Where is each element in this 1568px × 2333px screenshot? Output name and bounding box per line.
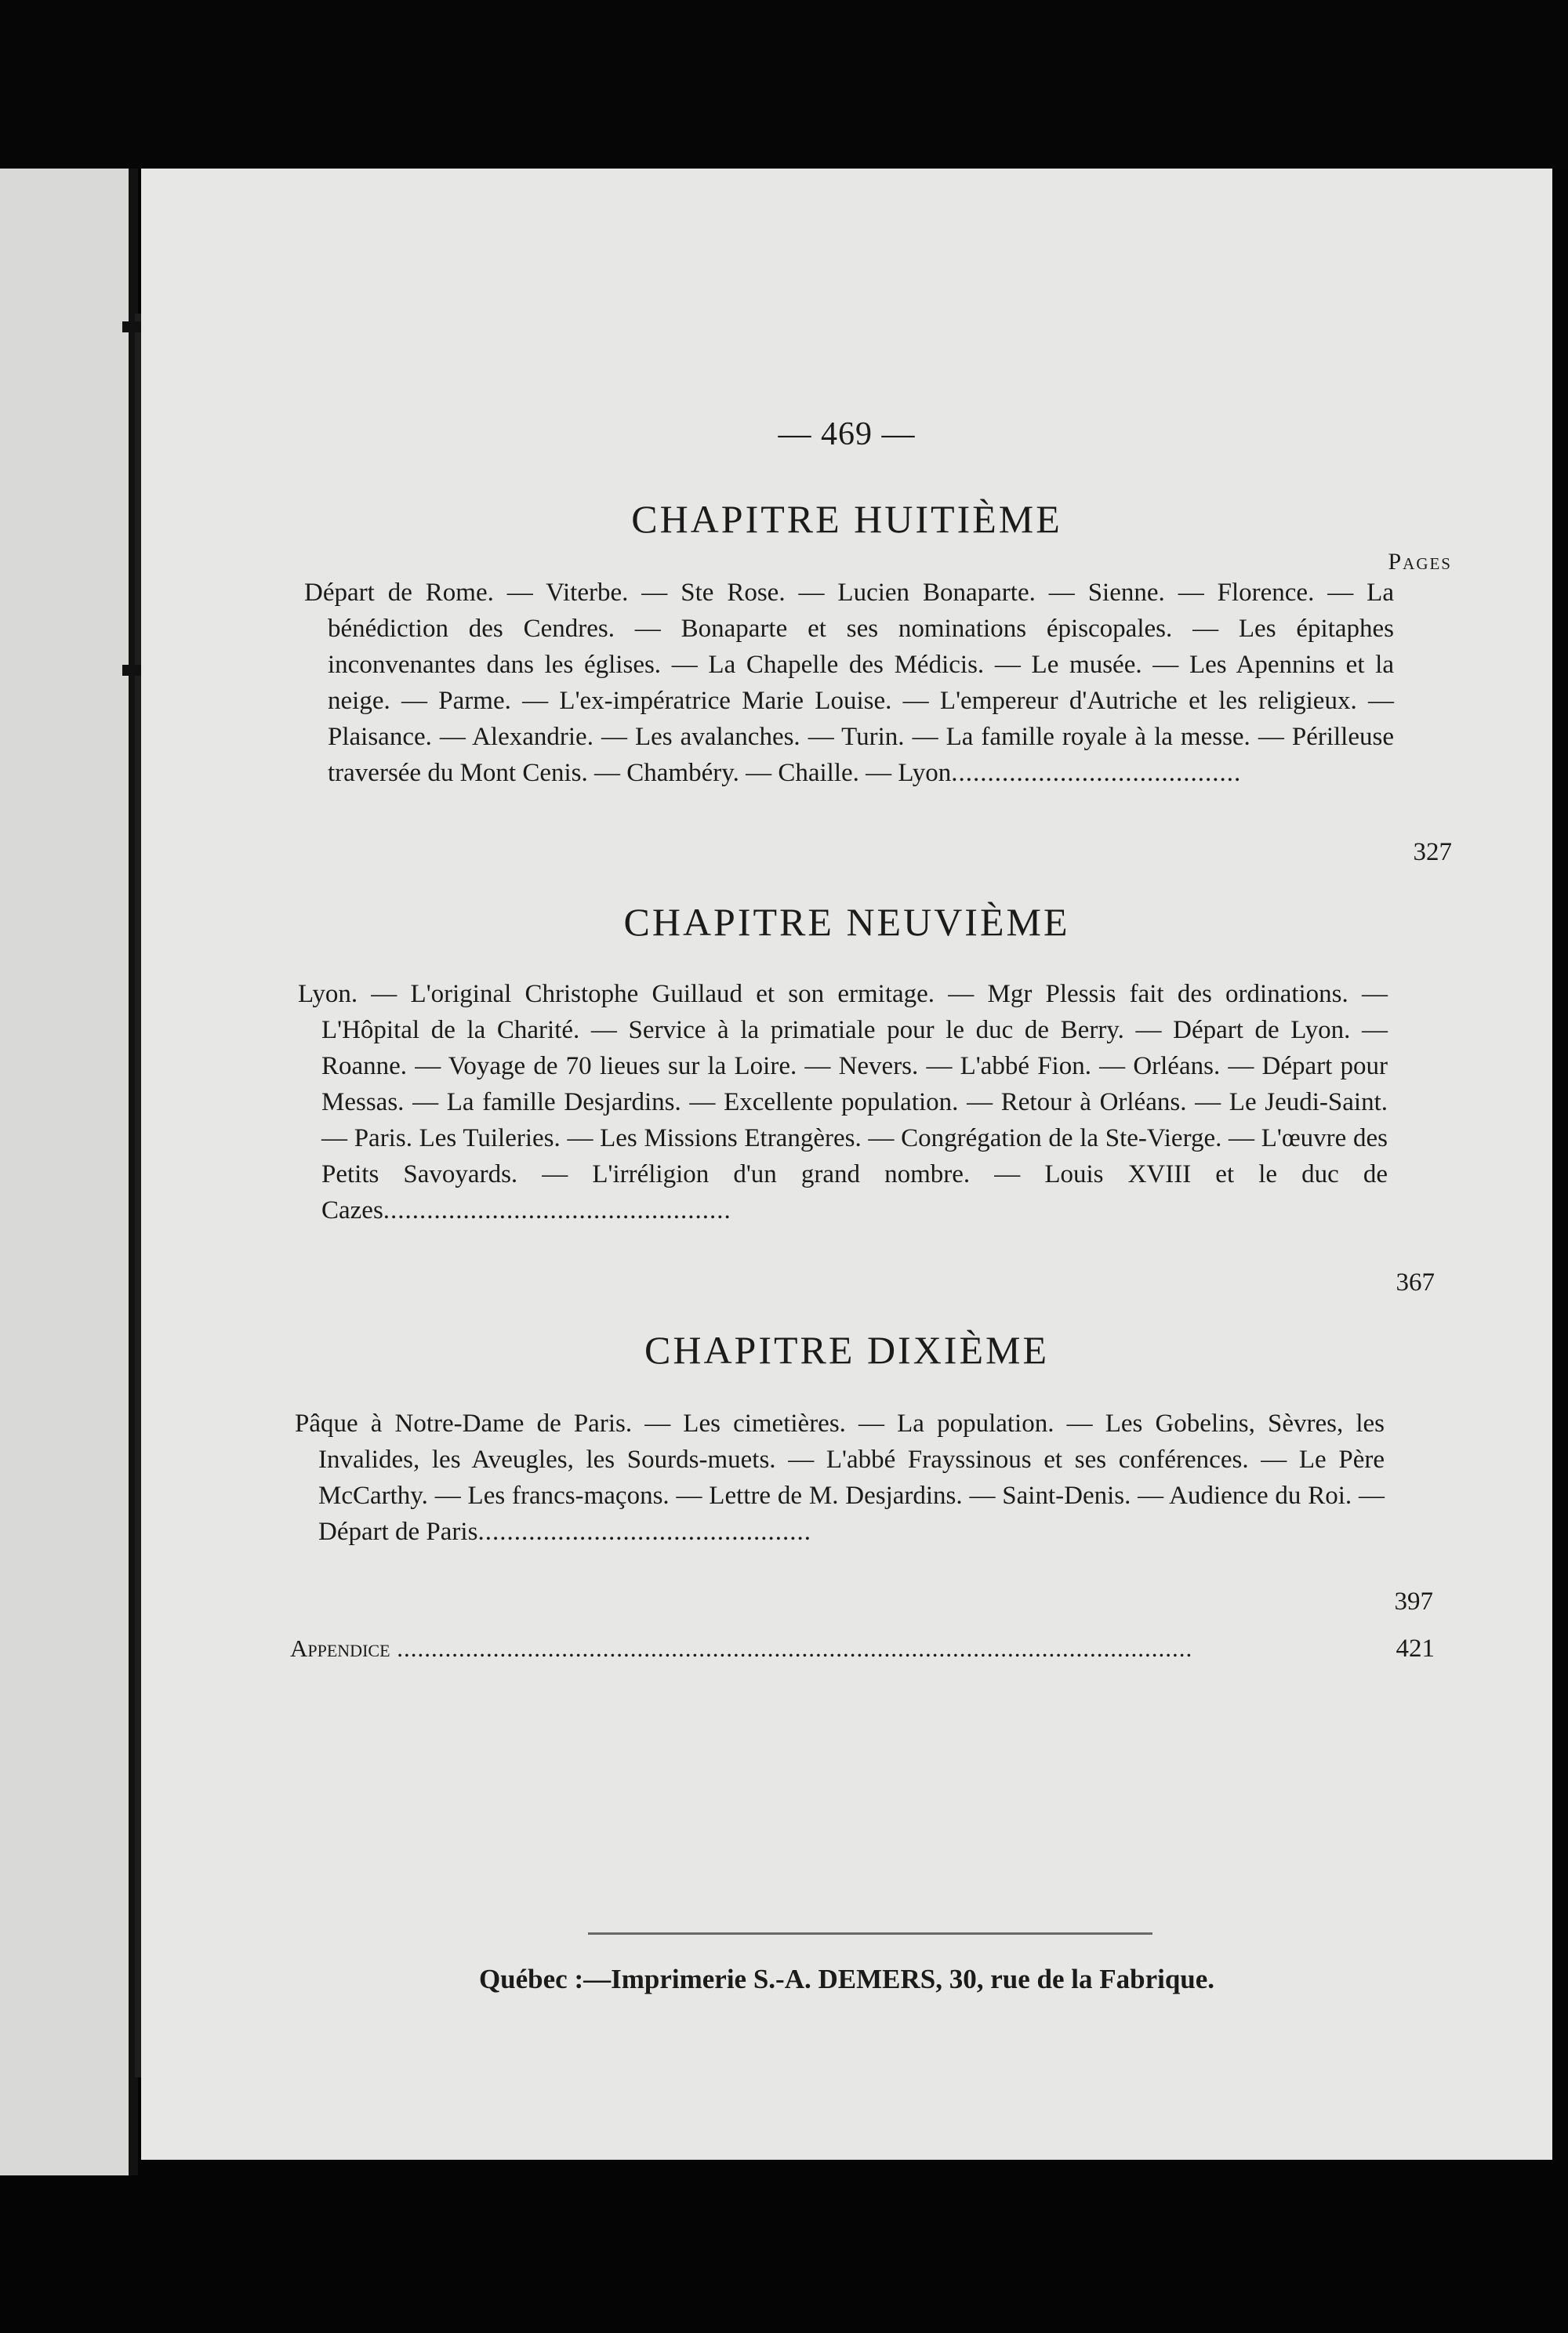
- book-page: [141, 169, 1552, 2160]
- chapter-page-ref: 367: [1392, 1268, 1436, 1297]
- chapter-title: CHAPITRE HUITIÈME: [631, 497, 1062, 541]
- page-number: — 469 —: [778, 416, 916, 452]
- scan-border-top: [0, 0, 1568, 169]
- pages-column-label: Pages: [1388, 549, 1452, 575]
- appendix-label: Appendice: [290, 1635, 390, 1662]
- chapter-summary-text: Lyon. — L'original Christophe Guillaud et son ermitage. — Mgr Plessis fait des ordinations. — L'Hôpital de la Charité. — Service à la primatiale pour le duc de Berry. — Départ de Lyon. — Roanne. — Voyage de 70 lieues sur la Loire. — Nevers. — L'abbé Fion. — Orléans. — Départ pour Messas. — La famille Desjardins. — Excellente population. — Retour à Orléans. — Le Jeudi-Saint. — Paris. Les Tuileries. — Les Missions Etrangères. — Congrégation de la Ste-Vierge. — L'œuvre des Petits Savoyards. — L'irréligion d'un grand nombre. — Louis XVIII et le duc de Cazes: [298, 980, 1388, 1225]
- appendix-page-ref: 421: [1392, 1635, 1436, 1664]
- chapter-summary-text: Pâque à Notre-Dame de Paris. — Les cimetières. — La population. — Les Gobelins, Sèvres, les Invalides, les Aveugles, les Sourds-muets. — L'abbé Frayssinous et ses conférences. — Le Père McCarthy. — Les francs-maçons. — Lettre de M. Desjardins. — Saint-Denis. — Audience du Roi. — Départ de Paris: [295, 1410, 1385, 1546]
- binding-rule: [135, 314, 141, 2077]
- chapter-summary: Lyon. — L'original Christophe Guillaud et son ermitage. — Mgr Plessis fait des ordinations. — L'Hôpital de la Charité. — Service à la primatiale pour le duc de Berry. — Départ de Lyon. — Roanne. — Voyage de 70 lieues sur la Loire. — Nevers. — L'abbé Fion. — Orléans. — Départ pour Messas. — La famille Desjardins. — Excellente population. — Retour à Orléans. — Le Jeudi-Saint. — Paris. Les Tuileries. — Les Missions Etrangères. — Congrégation de la Ste-Vierge. — L'œuvre des Petits Savoyards. — L'irréligion d'un grand nombre. — Louis XVIII et le duc de Cazes................................................: [298, 980, 1388, 1225]
- chapter-page-ref: 327: [1409, 838, 1453, 867]
- facing-page-edge: [0, 169, 133, 2175]
- chapter-page-ref: 397: [1390, 1587, 1434, 1616]
- chapter-summary: Départ de Rome. — Viterbe. — Ste Rose. — Lucien Bonaparte. — Sienne. — Florence. — La bénédiction des Cendres. — Bonaparte et ses nominations épiscopales. — Les épitaphes inconvenantes dans les églises. — La Chapelle des Médicis. — Le musée. — Les Apennins et la neige. — Parme. — L'ex-impératrice Marie Louise. — L'empereur d'Autriche et les religieux. — Plaisance. — Alexandrie. — Les avalanches. — Turin. — La famille royale à la messe. — Périlleuse traversée du Mont Cenis. — Chambéry. — Chaille. — Lyon........................................: [304, 579, 1394, 787]
- footer-rule: [588, 1932, 1152, 1935]
- chapter-summary-text: Départ de Rome. — Viterbe. — Ste Rose. — Lucien Bonaparte. — Sienne. — Florence. — La bénédiction des Cendres. — Bonaparte et ses nominations épiscopales. — Les épitaphes inconvenantes dans les églises. — La Chapelle des Médicis. — Le musée. — Les Apennins et la neige. — Parme. — L'ex-impératrice Marie Louise. — L'empereur d'Autriche et les religieux. — Plaisance. — Alexandrie. — Les avalanches. — Turin. — La famille royale à la messe. — Périlleuse traversée du Mont Cenis. — Chambéry. — Chaille. — Lyon: [304, 579, 1394, 787]
- chapter-summary: Pâque à Notre-Dame de Paris. — Les cimetières. — La population. — Les Gobelins, Sèvres, les Invalides, les Aveugles, les Sourds-muets. — L'abbé Frayssinous et ses conférences. — Le Père McCarthy. — Les francs-maçons. — Lettre de M. Desjardins. — Saint-Denis. — Audience du Roi. — Départ de Paris..............................................: [295, 1410, 1385, 1546]
- chapter-title: CHAPITRE DIXIÈME: [644, 1328, 1050, 1372]
- chapter-title: CHAPITRE NEUVIÈME: [623, 900, 1070, 944]
- appendix-entry: Appendice ....................................................................................................................: [290, 1635, 1193, 1662]
- printer-imprint: Québec :—Imprimerie S.-A. DEMERS, 30, rue de la Fabrique.: [478, 1964, 1215, 1994]
